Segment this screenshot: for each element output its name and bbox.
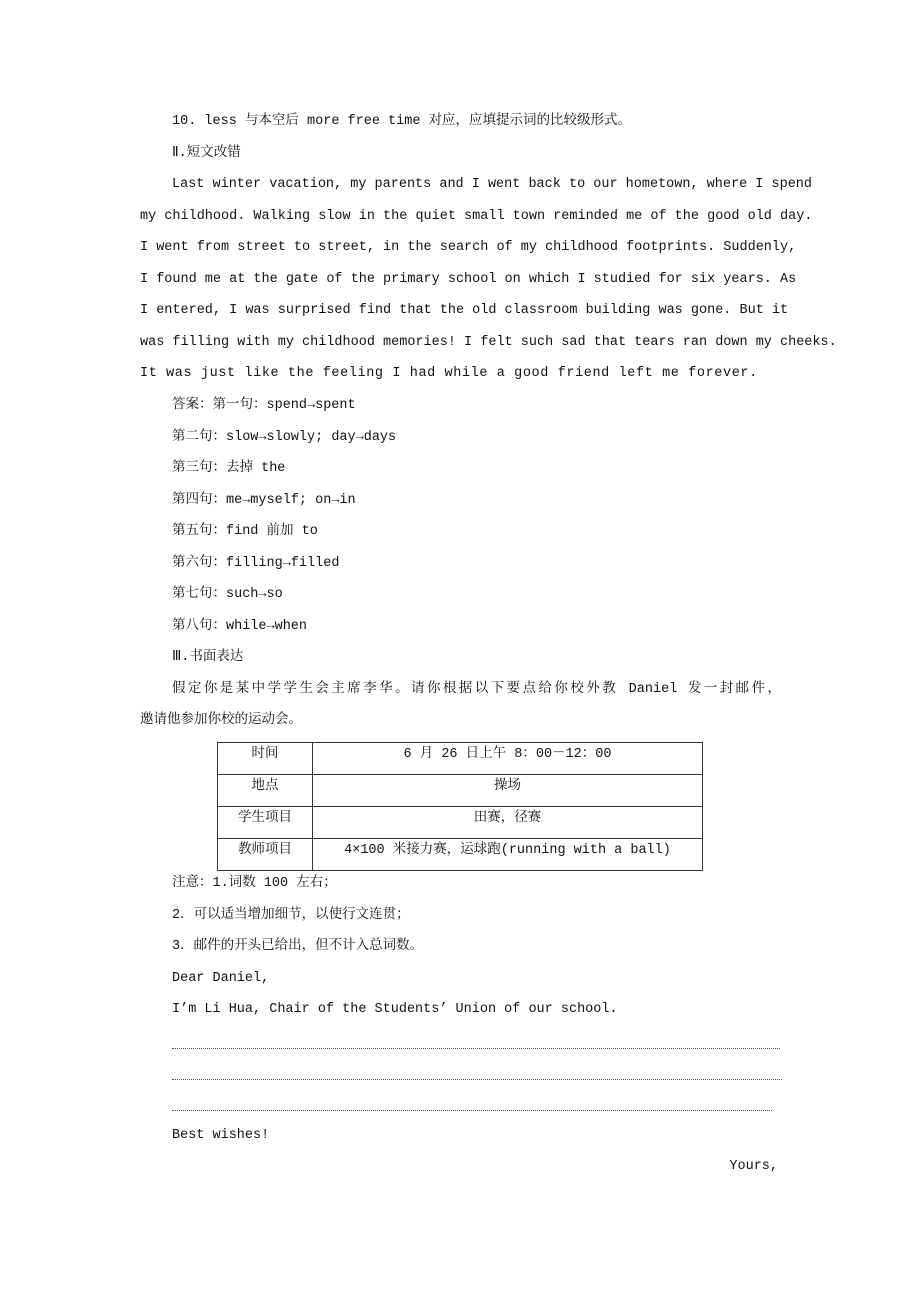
answer-line: 第二句：slow→slowly; day→days — [172, 430, 397, 445]
prompt-line: 邀请他参加你校的运动会。 — [140, 713, 302, 728]
table-cell: 田赛，径赛 — [313, 807, 703, 839]
table-cell: 4×100 米接力赛，运球跑(running with a ball) — [313, 839, 703, 871]
answer-line: 第七句：such→so — [172, 587, 283, 602]
table-row — [218, 743, 703, 775]
answer-line: 第八句：while→when — [172, 619, 308, 634]
passage-line: my childhood. Walking slow in the quiet small town reminded me of the good old day. — [140, 209, 813, 224]
answer-10: 10. less 与本空后 more free time 对应，应填提示词的比较级形式。 — [172, 114, 632, 129]
passage-line: It was just like the feeling I had while a good friend left me forever. — [140, 366, 758, 381]
letter-closing: Best wishes! — [172, 1128, 270, 1143]
table-row — [218, 807, 703, 839]
answer-line: 第五句：find 前加 to — [172, 524, 318, 539]
writing-line — [172, 1048, 780, 1049]
passage-line: I entered, I was surprised find that the old classroom building was gone. But it — [140, 303, 789, 318]
table-cell: 6 月 26 日上午 8：00－12：00 — [313, 743, 703, 775]
writing-line — [172, 1110, 772, 1111]
writing-line — [172, 1079, 782, 1080]
answer-line: 第四句：me→myself; on→in — [172, 493, 356, 508]
table-cell: 学生项目 — [218, 807, 313, 839]
section-3-title: Ⅲ.书面表达 — [172, 650, 244, 665]
answer-line: 第六句：filling→filled — [172, 556, 340, 571]
passage-line: I found me at the gate of the primary school on which I studied for six years. As — [140, 272, 797, 287]
letter-signoff: Yours, — [729, 1159, 778, 1174]
section-2-title: Ⅱ.短文改错 — [172, 146, 241, 161]
answer-line: 第三句：去掉 the — [172, 461, 286, 476]
passage-line: I went from street to street, in the search of my childhood footprints. Suddenly, — [140, 240, 797, 255]
note-line: 注意：1.词数 100 左右； — [172, 876, 337, 891]
passage-line: was filling with my childhood memories! I felt such sad that tears ran down my cheeks. — [140, 335, 837, 350]
table-row — [218, 775, 703, 807]
passage-line: Last winter vacation, my parents and I went back to our hometown, where I spend — [172, 177, 813, 192]
letter-greeting: Dear Daniel, — [172, 971, 270, 986]
table-cell: 教师项目 — [218, 839, 313, 871]
letter-opening: I’m Li Hua, Chair of the Students’ Union of our school. — [172, 1002, 618, 1017]
table-cell: 时间 — [218, 743, 313, 775]
table-cell: 地点 — [218, 775, 313, 807]
answer-line: 答案：第一句：spend→spent — [172, 398, 356, 413]
note-line: 2．可以适当增加细节，以使行文连贯； — [172, 908, 410, 923]
note-line: 3．邮件的开头已给出，但不计入总词数。 — [172, 939, 424, 954]
table-row — [218, 839, 703, 871]
event-table — [217, 742, 703, 871]
prompt-line: 假定你是某中学学生会主席李华。请你根据以下要点给你校外教 Daniel 发一封邮件， — [172, 682, 781, 697]
table-cell: 操场 — [313, 775, 703, 807]
